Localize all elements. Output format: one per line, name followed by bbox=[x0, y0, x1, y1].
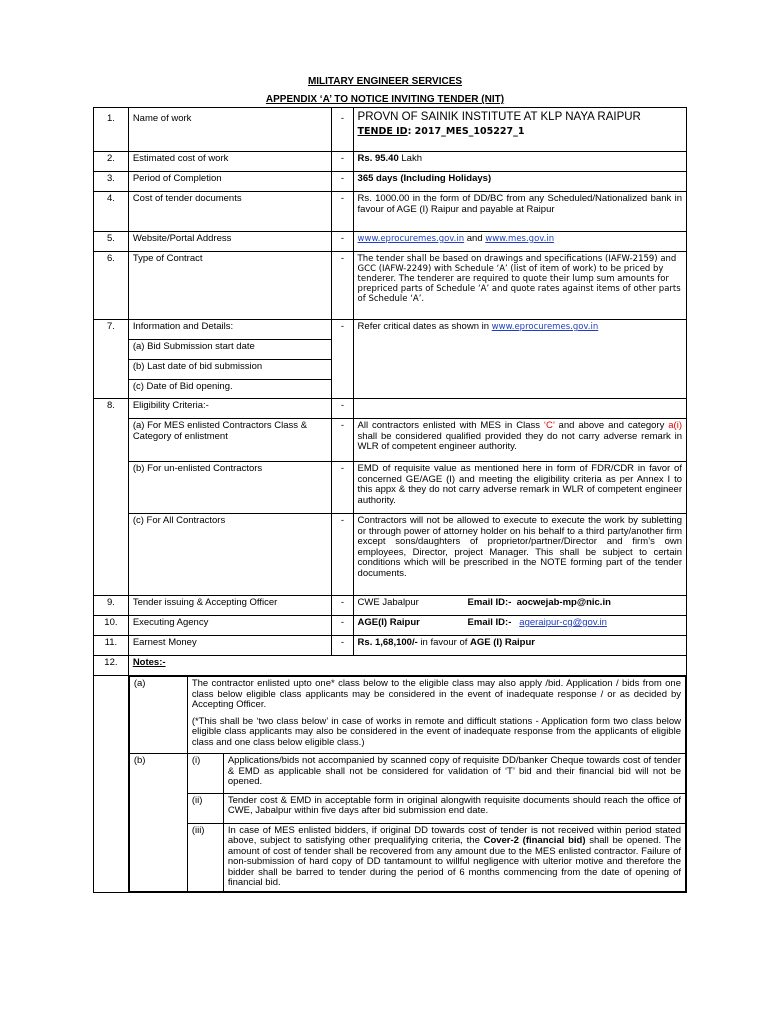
bid-start-label: (a) Bid Submission start date bbox=[128, 340, 332, 360]
row-dash: - bbox=[332, 152, 353, 172]
estimated-cost-unit: Lakh bbox=[398, 153, 422, 164]
nit-appendix-table bbox=[93, 107, 687, 893]
note-a-text-1: The contractor enlisted upto one* class below to the eligible class may also apply /bid. Application / bids from one class below eligible class applicants may be considered in the event of inadequate response / or as decided by Accepting Officer. bbox=[191, 678, 681, 710]
note-b-i bbox=[129, 754, 685, 794]
row-dash: - bbox=[332, 232, 353, 252]
bid-last-date-label: (b) Last date of bid submission bbox=[128, 360, 332, 380]
row-dash: - bbox=[332, 419, 353, 462]
row-dash: - bbox=[332, 252, 353, 320]
completion-period: 365 days (Including Holidays) bbox=[353, 172, 686, 192]
row-dash: - bbox=[332, 108, 353, 152]
eligibility-mes-text: All contractors enlisted with MES in Class ‘C’ and above and category a(i) shall be considered qualified provided they do not carry adverse remark in WLR of competent engineer authority. bbox=[353, 419, 686, 462]
mes-link[interactable]: www.mes.gov.in bbox=[485, 234, 555, 244]
row-number: 2. bbox=[94, 152, 129, 172]
row-label: Type of Contract bbox=[128, 252, 332, 320]
work-name: PROVN OF SAINIK INSTITUTE AT KLP NAYA RAIPUR bbox=[357, 111, 641, 123]
row-number: 5. bbox=[94, 232, 129, 252]
email-label: Email ID:- bbox=[467, 617, 512, 628]
row-label: Executing Agency bbox=[128, 616, 332, 636]
earnest-money-amount: Rs. 1,68,100/- bbox=[357, 637, 418, 648]
row-value bbox=[353, 152, 686, 172]
estimated-cost: Rs. 95.40 bbox=[357, 153, 399, 164]
row-label: Estimated cost of work bbox=[128, 152, 332, 172]
table-row bbox=[94, 596, 687, 616]
row-number: 12. bbox=[94, 656, 129, 676]
table-row bbox=[94, 616, 687, 636]
contract-type-text: The tender shall be based on drawings and specifications (IAFW-2159) and GCC (IAFW-2249) with Schedule ‘A’ (list of item of work) to be priced by tenderer. The tenderer are required to quote their lump sum amounts for prepriced parts of Schedule ‘A’ and quote rates against items of other parts of Schedule ‘A’. bbox=[353, 252, 686, 320]
note-a-text-2: (*This shall be ‘two class below’ in case of works in remote and difficult stations - Application form two class below eligible class applicants may also be considered in the event of inadequate response from the applicants of eligible class and one class below eligible class.) bbox=[191, 715, 681, 748]
issuing-email: aocwejab-mp@nic.in bbox=[516, 597, 611, 608]
row-number: 3. bbox=[94, 172, 129, 192]
note-b-ii bbox=[129, 793, 685, 823]
row-dash: - bbox=[332, 172, 353, 192]
row-number: 10. bbox=[94, 616, 129, 636]
tende-id-value: : 2017_MES_105227_1 bbox=[407, 126, 525, 137]
and-text: and bbox=[464, 233, 486, 244]
table-row bbox=[94, 192, 687, 232]
table-row bbox=[94, 152, 687, 172]
row-dash: - bbox=[332, 192, 353, 232]
critical-dates-link[interactable]: www.eprocuremes.gov.in bbox=[491, 322, 599, 332]
note-b-iii-text: In case of MES enlisted bidders, if original DD towards cost of tender is not received within period stated above, subject to satisfying other prequalifying criteria, the Cover-2 (financial bid) shall be opened. The amount of cost of tender shall be recovered from any amount due to the MES enlisted contractor. Failure of non-submission of hard copy of DD tantamount to willful negligence with ulterior motive and therefore the bidder shall be barred to tender during the period of 6 months commencing from the date of opening of financial bid. bbox=[223, 823, 685, 891]
row-number: 7. bbox=[94, 320, 129, 399]
table-row bbox=[94, 399, 687, 419]
table-row bbox=[94, 636, 687, 656]
sub-note-tag: (i) bbox=[187, 754, 223, 794]
notes-table bbox=[129, 676, 686, 892]
executing-office: AGE(I) Raipur bbox=[357, 617, 420, 628]
note-a bbox=[129, 677, 685, 754]
bid-opening-label: (c) Date of Bid opening. bbox=[128, 380, 332, 399]
notes-row bbox=[94, 676, 687, 893]
table-row bbox=[94, 108, 687, 152]
eligibility-unenlisted-label: (b) For un-enlisted Contractors bbox=[128, 462, 332, 514]
notes-heading: Notes:- bbox=[128, 656, 686, 676]
note-tag: (b) bbox=[129, 754, 187, 892]
table-row bbox=[94, 462, 687, 514]
note-b-i-text: Applications/bids not accompanied by scanned copy of requisite DD/banker Cheque towards cost of tender & EMD as applicable shall not be considered for validation of ‘T’ bid and their financial bid will not be opened. bbox=[223, 754, 685, 794]
eligibility-unenlisted-text: EMD of requisite value as mentioned here in form of FDR/CDR in favor of concerned GE/AGE (I) and meeting the eligibility criteria as per Annex I to this appx & they do not carry adverse remark in WLR of competent engineer authority. bbox=[353, 462, 686, 514]
row-value bbox=[353, 596, 686, 616]
sub-note-tag: (iii) bbox=[187, 823, 223, 891]
table-row bbox=[94, 252, 687, 320]
row-dash: - bbox=[332, 636, 353, 656]
row-value bbox=[353, 616, 686, 636]
eprocure-link[interactable]: www.eprocuremes.gov.in bbox=[357, 234, 465, 244]
row-label: Eligibility Criteria:- bbox=[128, 399, 332, 419]
table-row bbox=[94, 172, 687, 192]
row-label: Information and Details: bbox=[128, 320, 332, 340]
row-label: Tender issuing & Accepting Officer bbox=[128, 596, 332, 616]
header-subtitle: APPENDIX ‘A’ TO NOTICE INVITING TENDER (NIT) bbox=[265, 94, 505, 105]
note-b-ii-text: Tender cost & EMD in acceptable form in original alongwith requisite documents should reach the office of CWE, Jabalpur within five days after bid submission end date. bbox=[223, 793, 685, 823]
note-tag: (a) bbox=[129, 677, 187, 754]
table-row bbox=[94, 656, 687, 676]
row-number: 9. bbox=[94, 596, 129, 616]
row-label: Website/Portal Address bbox=[128, 232, 332, 252]
table-row bbox=[94, 514, 687, 596]
row-dash: - bbox=[332, 596, 353, 616]
row-label: Period of Completion bbox=[128, 172, 332, 192]
row-dash: - bbox=[332, 616, 353, 636]
eligibility-all-text: Contractors will not be allowed to execute to execute the work by subletting or through power of attorney holder on his behalf to a third party/another firm except sons/daughters of proprietor/partner/Director and firm’s own employees, Director, project Manager. This shall be subject to certain conditions which will be prescribed in the NOTE forming part of the tender documents. bbox=[353, 514, 686, 596]
row-number: 1. bbox=[94, 108, 129, 152]
row-number: 11. bbox=[94, 636, 129, 656]
row-dash: - bbox=[332, 462, 353, 514]
tender-document-cost: Rs. 1000.00 in the form of DD/BC from any Scheduled/Nationalized bank in favour of AGE (I) Raipur and payable at Raipur bbox=[353, 192, 686, 232]
row-dash: - bbox=[332, 399, 353, 419]
header-title: MILITARY ENGINEER SERVICES bbox=[307, 76, 463, 87]
email-label: Email ID:- bbox=[467, 597, 512, 608]
row-value bbox=[353, 232, 686, 252]
eligibility-mes-label: (a) For MES enlisted Contractors Class & Category of enlistment bbox=[128, 419, 332, 462]
tende-id-label: TENDE ID bbox=[357, 126, 408, 137]
note-b-iii bbox=[129, 823, 685, 891]
critical-dates-text: Refer critical dates as shown in bbox=[357, 321, 492, 332]
sub-note-tag: (ii) bbox=[187, 793, 223, 823]
earnest-money-agency: AGE (I) Raipur bbox=[470, 637, 535, 648]
executing-email[interactable]: ageraipur-cg@gov.in bbox=[519, 617, 607, 628]
notes-container bbox=[128, 676, 686, 893]
row-number: 4. bbox=[94, 192, 129, 232]
row-dash: - bbox=[332, 320, 353, 399]
eligibility-all-label: (c) For All Contractors bbox=[128, 514, 332, 596]
table-row bbox=[94, 320, 687, 340]
row-number: 6. bbox=[94, 252, 129, 320]
table-row bbox=[94, 419, 687, 462]
row-value bbox=[353, 108, 686, 152]
row-number: 8. bbox=[94, 399, 129, 596]
row-label: Earnest Money bbox=[128, 636, 332, 656]
row-label: Cost of tender documents bbox=[128, 192, 332, 232]
row-dash: - bbox=[332, 514, 353, 596]
table-row bbox=[94, 232, 687, 252]
row-label: Name of work bbox=[128, 108, 332, 152]
issuing-office: CWE Jabalpur bbox=[357, 597, 419, 608]
row-value: Rs. 1,68,100/- in favour of AGE (I) Raipur bbox=[353, 636, 686, 656]
row-value bbox=[353, 320, 686, 399]
